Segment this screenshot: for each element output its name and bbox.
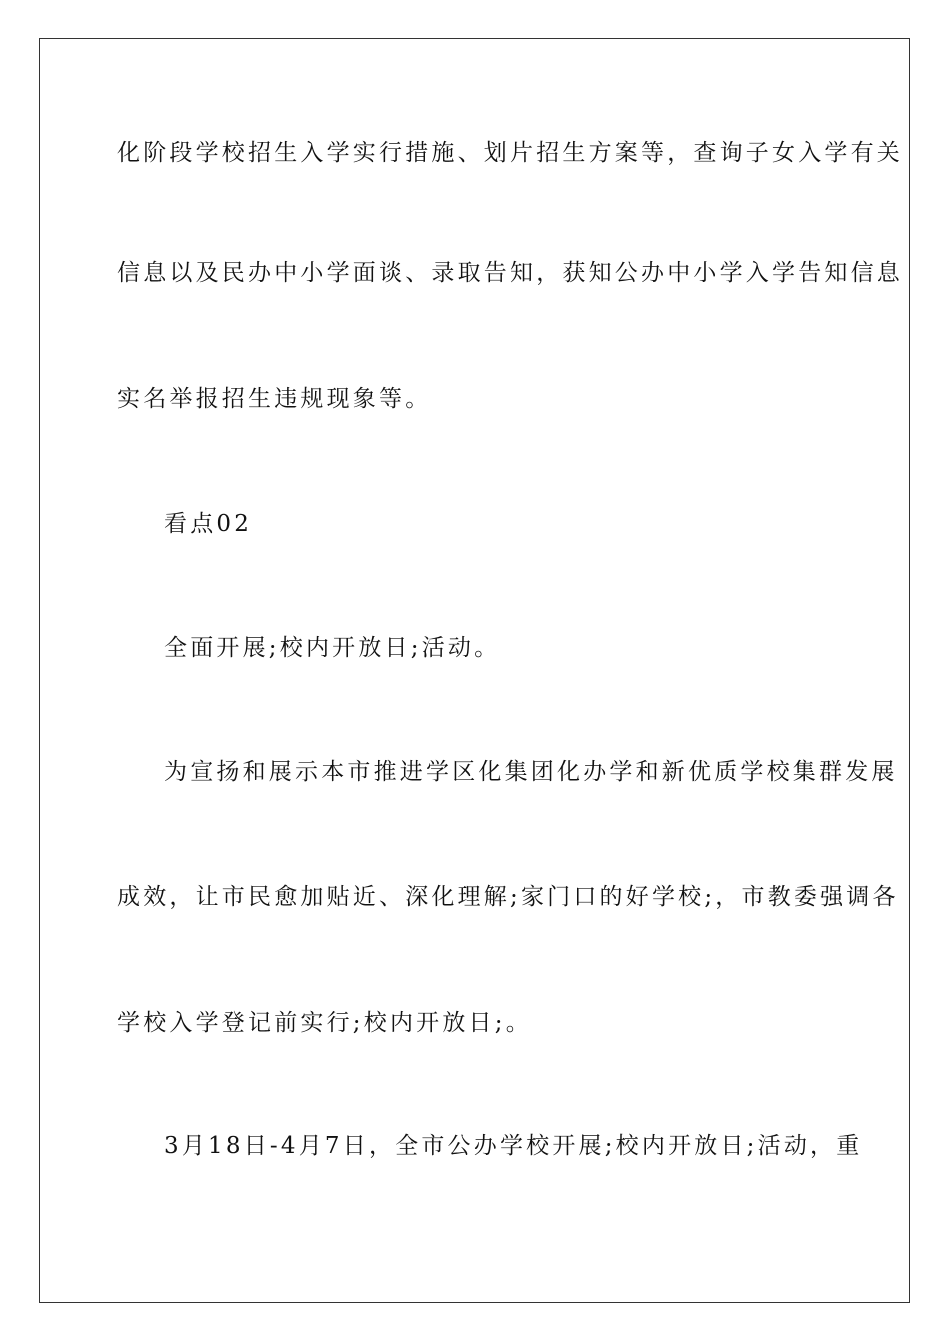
paragraph-line: 化阶段学校招生入学实行措施、划片招生方案等，查询子女入学有关 bbox=[117, 140, 903, 166]
paragraph-line: 学校入学登记前实行;校内开放日;。 bbox=[117, 1010, 532, 1036]
page-frame bbox=[39, 38, 910, 1303]
section-heading: 看点02 bbox=[164, 511, 253, 537]
paragraph-line: 3月18日-4月7日，全市公办学校开展;校内开放日;活动，重 bbox=[164, 1133, 863, 1159]
paragraph-line: 信息以及民办中小学面谈、录取告知，获知公办中小学入学告知信息 bbox=[117, 260, 903, 286]
paragraph-line: 为宣扬和展示本市推进学区化集团化办学和新优质学校集群发展 bbox=[164, 759, 898, 785]
paragraph-line: 实名举报招生违规现象等。 bbox=[117, 386, 432, 412]
paragraph-line: 成效，让市民愈加贴近、深化理解;家门口的好学校;，市教委强调各 bbox=[117, 884, 899, 910]
paragraph-line: 全面开展;校内开放日;活动。 bbox=[164, 635, 501, 661]
